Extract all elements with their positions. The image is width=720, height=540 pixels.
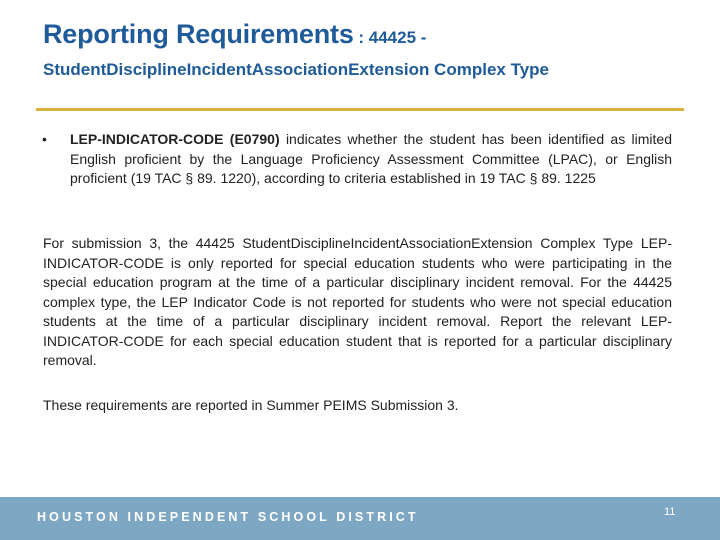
page-number: 11 [664,506,676,518]
bullet-text [70,130,672,189]
title-main: Reporting Requirements [43,19,354,49]
bullet-item [40,130,672,189]
bullet-description: indicates whether the student has been identified as limited English proficient by the Language Proficiency Assessment Committee (LPAC), or English proficient (19 TAC § 89. 1220), according to criteria established in 19 TAC § 89. 1225 [70,131,673,186]
body-paragraph-summary: These requirements are reported in Summer PEIMS Submission 3. [43,397,459,413]
footer-bar [0,497,720,540]
body-paragraph: For submission 3, the 44425 StudentDisciplineIncidentAssociationExtension Complex Type LEP-INDICATOR-CODE is only reported for special education students who were participating in the special education program at the time of a particular disciplinary incident removal. For the 44425 complex type, the LEP Indicator Code is not reported for students who were not special education students at the time of a particular disciplinary incident removal. Report the relevant LEP-INDICATOR-CODE for each special education student that is reported for a particular disciplinary removal. [43,235,672,368]
title-line-2: StudentDisciplineIncidentAssociationExtension Complex Type [43,60,549,79]
bullet-marker: • [42,131,47,147]
title-divider [36,108,684,111]
bullet-term: LEP-INDICATOR-CODE (E0790) [70,131,280,147]
slide-title [43,14,693,80]
footer-organization: HOUSTON INDEPENDENT SCHOOL DISTRICT [37,510,419,524]
title-line-1 [43,14,693,54]
title-code: : 44425 - [353,28,427,47]
